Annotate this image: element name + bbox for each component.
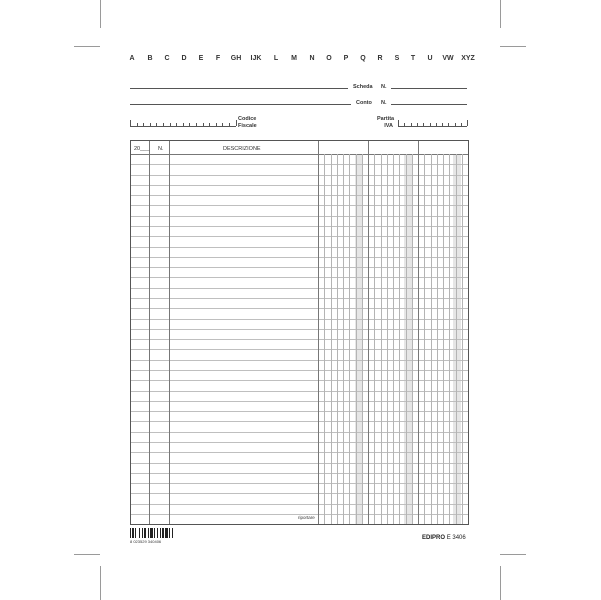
index-letter: P xyxy=(343,55,349,62)
index-letter: N xyxy=(309,55,315,62)
digit-separator xyxy=(443,154,444,524)
barcode-bar xyxy=(132,528,134,538)
tick-mark xyxy=(163,123,164,126)
digit-separator xyxy=(424,154,425,524)
tick-mark xyxy=(170,123,171,126)
conto-label: Conto xyxy=(356,100,372,106)
brand-name: EDIPRO xyxy=(422,535,446,541)
tick-mark xyxy=(183,123,184,126)
digit-separator xyxy=(349,154,350,524)
partita-label: Partita xyxy=(377,116,395,122)
index-letter: A xyxy=(129,55,135,62)
index-letter: U xyxy=(427,55,433,62)
tick-mark xyxy=(398,120,399,126)
barcode-bar xyxy=(135,528,136,538)
digit-separator xyxy=(362,154,363,524)
scheda-n-label: N. xyxy=(381,84,387,90)
scheda-label: Scheda xyxy=(353,84,373,90)
tick-mark xyxy=(229,123,230,126)
description-header: DESCRIZIONE xyxy=(223,146,261,152)
barcode-bar xyxy=(139,528,140,538)
barcode-bar xyxy=(165,528,168,538)
digit-separator xyxy=(374,154,375,524)
barcode-bar xyxy=(150,528,153,538)
tick-mark xyxy=(216,123,217,126)
crop-mark xyxy=(74,46,100,47)
brand-logo xyxy=(422,535,466,541)
tick-mark xyxy=(156,123,157,126)
digit-separator xyxy=(331,154,332,524)
column-separator xyxy=(418,141,419,524)
tick-mark xyxy=(236,120,237,126)
tick-mark xyxy=(143,123,144,126)
digit-separator xyxy=(449,154,450,524)
tick-mark xyxy=(411,123,412,126)
column-separator xyxy=(149,141,150,524)
index-letter: GH xyxy=(230,55,242,62)
digit-separator xyxy=(324,154,325,524)
index-letter: L xyxy=(273,55,279,62)
barcode-bar xyxy=(169,528,170,538)
digit-separator xyxy=(399,154,400,524)
index-letter: F xyxy=(215,55,221,62)
index-letter: XYZ xyxy=(461,55,475,62)
barcode-bar xyxy=(157,528,158,538)
index-letter: O xyxy=(326,55,332,62)
barcode xyxy=(130,528,170,538)
crop-mark xyxy=(500,46,526,47)
conto-line xyxy=(391,104,467,105)
index-letter: M xyxy=(291,55,297,62)
name-line xyxy=(130,88,348,89)
digit-separator xyxy=(406,154,407,524)
tick-mark xyxy=(203,123,204,126)
address-line xyxy=(130,104,351,105)
tick-mark xyxy=(222,123,223,126)
tick-mark xyxy=(467,120,468,126)
barcode-bar xyxy=(142,528,143,538)
index-letter: E xyxy=(198,55,204,62)
partita-iva-label xyxy=(377,116,393,130)
year-header: 20___ xyxy=(134,146,150,152)
riportare-label: riportare xyxy=(298,515,315,520)
tick-mark xyxy=(455,123,456,126)
index-letter: C xyxy=(164,55,170,62)
digit-separator xyxy=(462,154,463,524)
tick-mark xyxy=(436,123,437,126)
tick-mark xyxy=(430,123,431,126)
tick-mark xyxy=(196,123,197,126)
tick-mark xyxy=(137,123,138,126)
index-letter: T xyxy=(410,55,416,62)
tick-mark xyxy=(417,123,418,126)
tick-mark xyxy=(189,123,190,126)
crop-mark xyxy=(500,0,501,28)
tick-mark xyxy=(461,123,462,126)
index-letter: IJK xyxy=(250,55,262,62)
index-letter: Q xyxy=(360,55,366,62)
crop-mark xyxy=(100,566,101,600)
barcode-number: 8 023529 340406 xyxy=(130,539,162,544)
barcode-bar xyxy=(144,528,146,538)
codice-fiscale-label xyxy=(238,116,257,130)
barcode-bar xyxy=(172,528,173,538)
index-letter: D xyxy=(181,55,187,62)
tick-baseline xyxy=(130,126,236,127)
digit-separator xyxy=(381,154,382,524)
number-header: N. xyxy=(158,146,164,152)
tick-mark xyxy=(176,123,177,126)
barcode-bar xyxy=(154,528,155,538)
tick-mark xyxy=(209,123,210,126)
tick-mark xyxy=(448,123,449,126)
ledger-table xyxy=(130,140,469,525)
index-letter: B xyxy=(147,55,153,62)
tick-mark xyxy=(423,123,424,126)
digit-separator xyxy=(437,154,438,524)
digit-separator xyxy=(412,154,413,524)
index-letter: R xyxy=(377,55,383,62)
product-code: E 3406 xyxy=(446,535,466,541)
conto-n-label: N. xyxy=(381,100,387,106)
codice-label: Codice xyxy=(238,116,257,122)
crop-mark xyxy=(500,554,526,555)
crop-mark xyxy=(500,566,501,600)
crop-mark xyxy=(74,554,100,555)
barcode-bar xyxy=(148,528,149,538)
column-separator xyxy=(368,141,369,524)
crop-mark xyxy=(100,0,101,28)
tick-mark xyxy=(130,120,131,126)
tick-baseline xyxy=(398,126,467,127)
index-letter: S xyxy=(394,55,400,62)
digit-separator xyxy=(337,154,338,524)
tick-mark xyxy=(404,123,405,126)
barcode-bar xyxy=(162,528,164,538)
barcode-bar xyxy=(160,528,161,538)
digit-separator xyxy=(431,154,432,524)
digit-separator xyxy=(456,154,457,524)
column-separator xyxy=(169,141,170,524)
tick-mark xyxy=(442,123,443,126)
iva-label: IVA xyxy=(384,123,393,129)
digit-separator xyxy=(387,154,388,524)
tick-mark xyxy=(150,123,151,126)
column-separator xyxy=(318,141,319,524)
digit-separator xyxy=(343,154,344,524)
digit-separator xyxy=(393,154,394,524)
fiscale-label: Fiscale xyxy=(238,123,257,129)
barcode-bar xyxy=(130,528,131,538)
index-letter: VW xyxy=(442,55,454,62)
scheda-line xyxy=(391,88,467,89)
digit-separator xyxy=(356,154,357,524)
